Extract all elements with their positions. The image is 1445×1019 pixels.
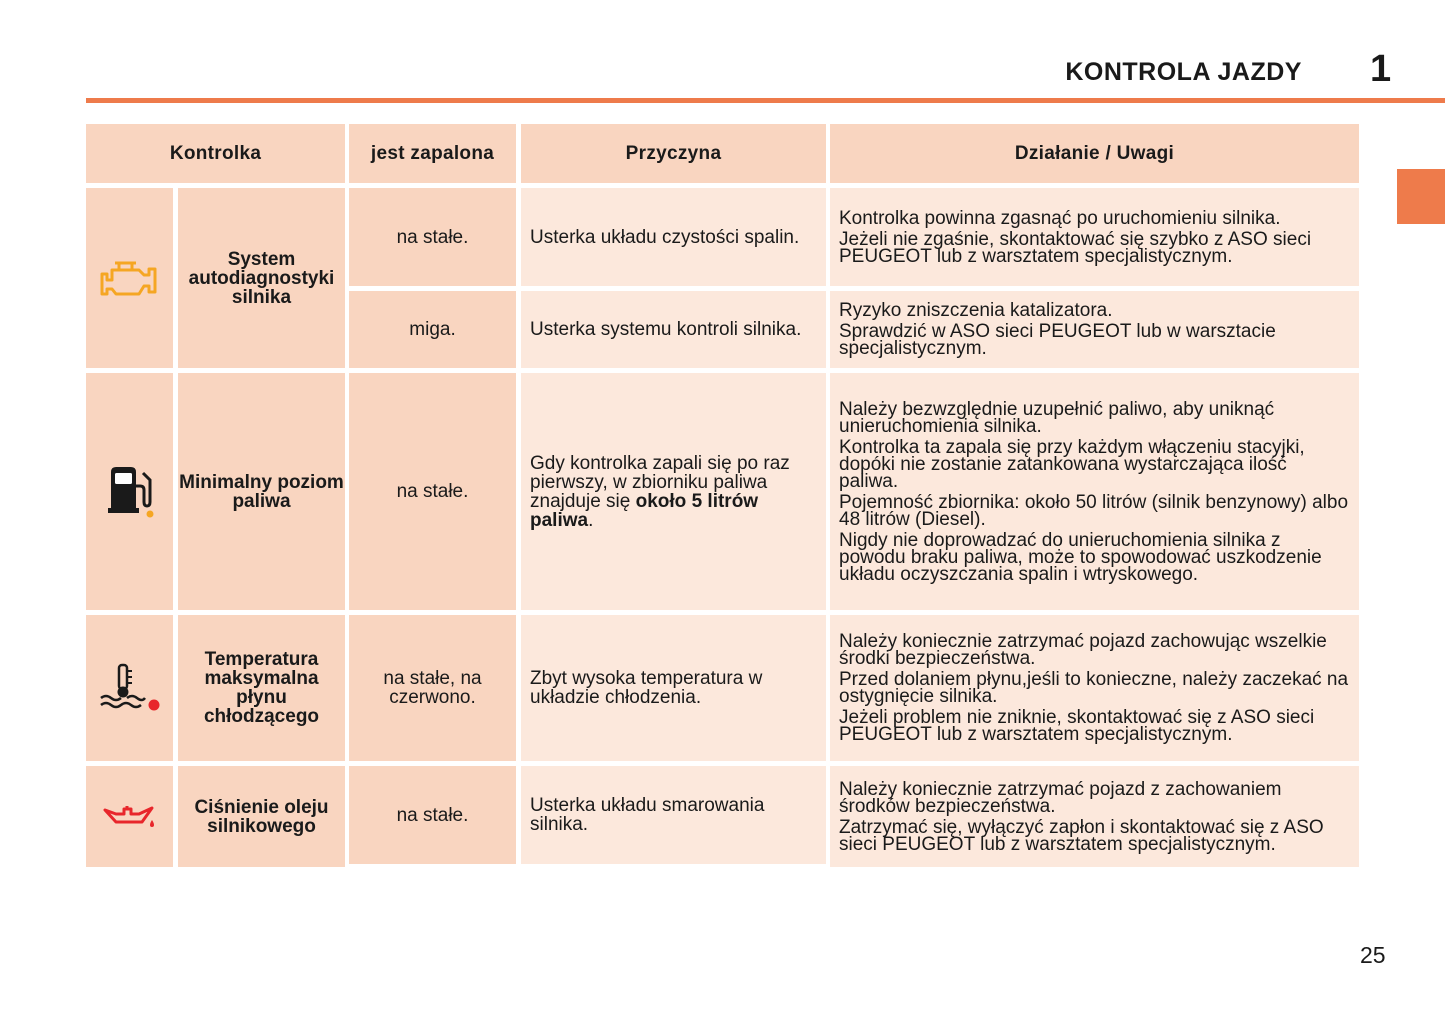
action-paragraph: Przed dolaniem płynu,jeśli to konieczne, należy zaczekać na ostygnięcie silnika. xyxy=(839,669,1349,707)
column-header-jest-zapalona: jest zapalona xyxy=(349,124,516,183)
action-paragraph: Nigdy nie doprowadzać do unieruchomienia silnika z powodu braku paliwa, może to spowodować uszkodzenie układu oczyszczania spalin i wtryskowego. xyxy=(839,529,1322,585)
engine-check-icon xyxy=(99,256,161,300)
cause-text: Usterka systemu kontroli silnika. xyxy=(530,319,802,340)
action-paragraph: Należy koniecznie zatrzymać pojazd z zachowaniem środków bezpieczeństwa. xyxy=(839,778,1282,817)
header-divider xyxy=(86,98,1445,103)
action-paragraph: Sprawdzić w ASO sieci PEUGEOT lub w warsztacie specjalistycznym. xyxy=(839,321,1276,359)
table-row-icon-cell xyxy=(86,615,173,761)
table-row-cause xyxy=(521,291,826,368)
action-paragraph: Jeżeli nie zgaśnie, skontaktować się szybko z ASO sieci PEUGEOT lub z warsztatem specjalistycznym. xyxy=(839,228,1312,267)
table-row-icon-cell xyxy=(86,188,173,368)
column-header-dzialanie-uwagi: Działanie / Uwagi xyxy=(830,124,1359,183)
table-row-icon-cell xyxy=(86,766,173,867)
table-row-state: na stałe. xyxy=(349,188,516,286)
table-row-cause xyxy=(521,766,826,864)
page-number: 25 xyxy=(1360,942,1386,968)
table-row-name: System autodiagnostyki silnika xyxy=(178,188,345,368)
cause-text: Usterka układu smarowania silnika. xyxy=(530,795,765,835)
action-paragraph: Ryzyko zniszczenia katalizatora. xyxy=(839,300,1113,321)
action-paragraph: Zatrzymać się, wyłączyć zapłon i skontaktować się z ASO sieci PEUGEOT lub z warsztatem specjalistycznym. xyxy=(839,816,1324,855)
chapter-tab-marker xyxy=(1397,169,1445,224)
table-row-name: Temperatura maksymalna płynu chłodzącego xyxy=(178,615,345,761)
table-row-action xyxy=(830,291,1359,368)
table-row-cause xyxy=(521,615,826,761)
cause-text: Zbyt wysoka temperatura w układzie chłodzenia. xyxy=(530,668,763,708)
action-paragraph: Kontrolka powinna zgasnąć po uruchomieniu silnika. xyxy=(839,207,1281,229)
column-header-kontrolka: Kontrolka xyxy=(86,124,345,183)
action-paragraph: Należy bezwzględnie uzupełnić paliwo, aby uniknąć unieruchomienia silnika. xyxy=(839,398,1275,437)
table-row-icon-cell xyxy=(86,373,173,610)
table-row-state: miga. xyxy=(349,291,516,368)
action-paragraph: Pojemność zbiornika: około 50 litrów (silnik benzynowy) albo 48 litrów (Diesel). xyxy=(839,491,1349,530)
section-title: KONTROLA JAZDY xyxy=(1065,58,1302,86)
table-row-action xyxy=(830,188,1359,286)
coolant-temperature-icon xyxy=(97,662,163,714)
action-paragraph: Kontrolka ta zapala się przy każdym włączeniu stacyjki, dopóki nie zostanie zatankowana wystarczająca ilość paliwa. xyxy=(839,436,1305,492)
table-row-action xyxy=(830,373,1359,610)
cause-text: Gdy kontrolka zapali się po raz pierwszy, w zbiorniku paliwa znajduje się około 5 litrów paliwa. xyxy=(530,452,790,531)
table-row-cause xyxy=(521,373,826,610)
action-paragraph: Należy koniecznie zatrzymać pojazd zachowując wszelkie środki bezpieczeństwa. xyxy=(839,631,1327,669)
action-paragraph: Jeżeli problem nie zniknie, skontaktować się z ASO sieci PEUGEOT lub z warsztatem specjalistycznym. xyxy=(839,707,1315,745)
cause-text: Usterka układu czystości spalin. xyxy=(530,226,800,248)
table-row-name: Minimalny poziom paliwa xyxy=(178,373,345,610)
table-row-state: na stałe. xyxy=(349,766,516,864)
table-row-action xyxy=(830,766,1359,867)
table-row-cause xyxy=(521,188,826,286)
chapter-number: 1 xyxy=(1370,48,1392,90)
table-row-state: na stałe. xyxy=(349,373,516,610)
table-row-state: na stałe, na czerwono. xyxy=(349,615,516,761)
table-row-action xyxy=(830,615,1359,761)
oil-pressure-icon xyxy=(102,802,158,832)
column-header-przyczyna: Przyczyna xyxy=(521,124,826,183)
fuel-pump-icon xyxy=(103,464,157,520)
table-row-name: Ciśnienie oleju silnikowego xyxy=(178,766,345,867)
